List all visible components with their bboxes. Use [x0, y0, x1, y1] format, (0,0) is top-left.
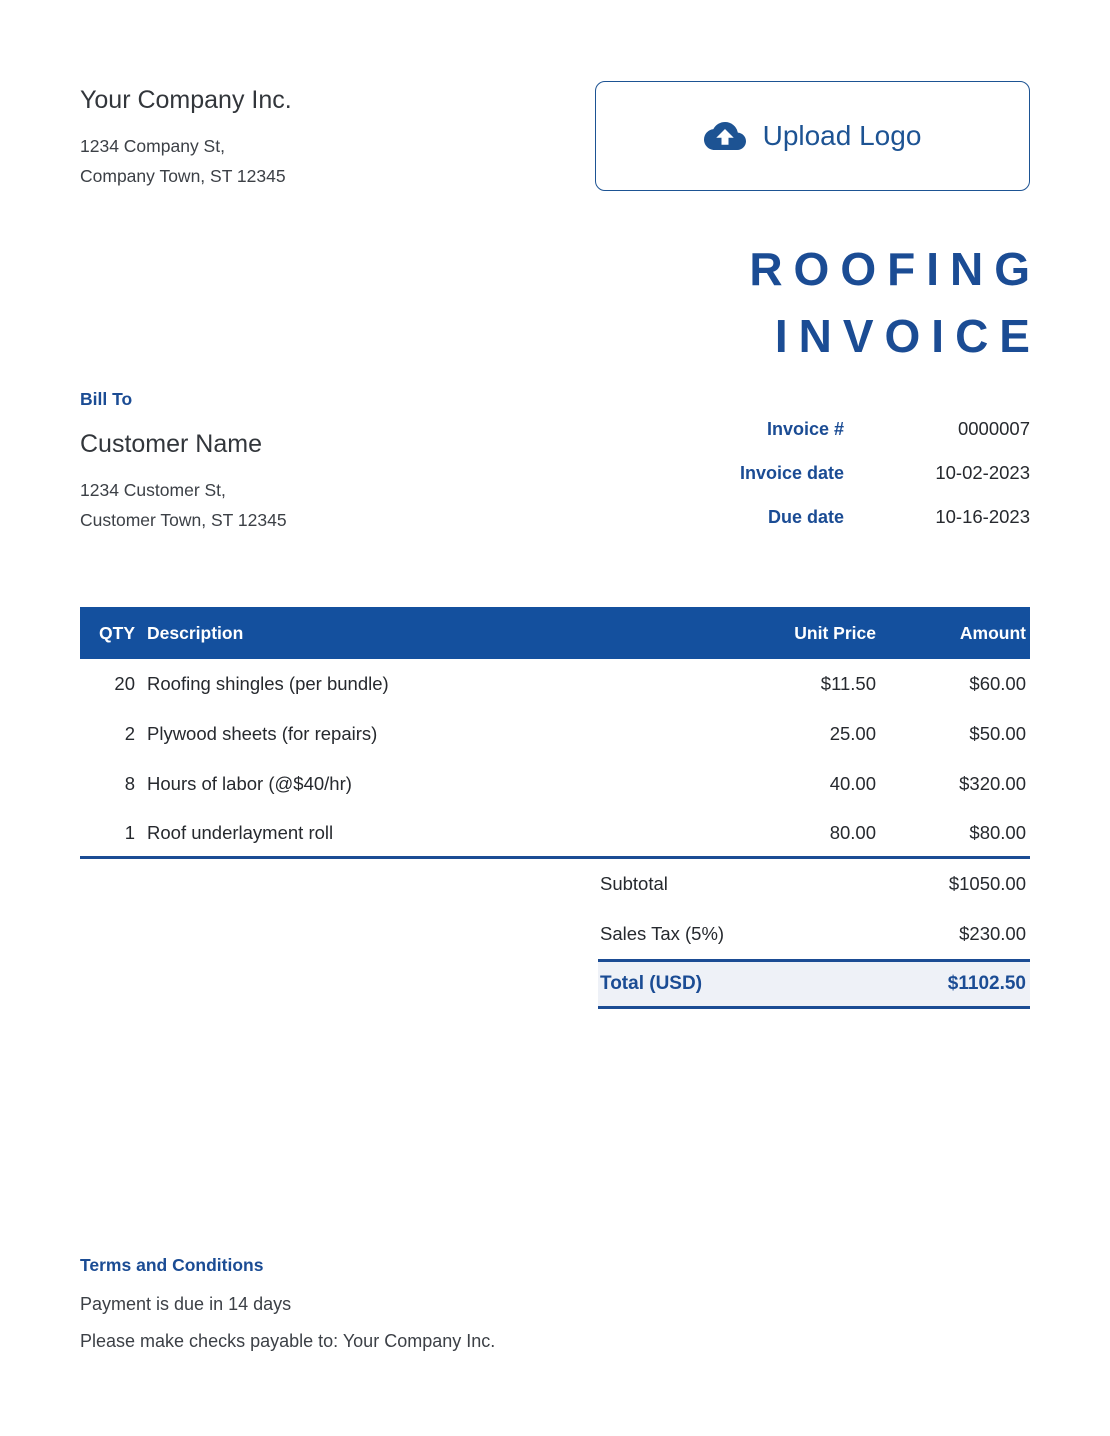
upload-logo-label: Upload Logo — [762, 120, 922, 151]
item-qty: 20 — [114, 673, 135, 694]
item-unit-price: $11.50 — [820, 673, 876, 694]
company-name: Your Company Inc. — [80, 86, 292, 114]
table-row — [80, 659, 1030, 709]
table-row — [80, 809, 1030, 859]
col-header-amount: Amount — [959, 622, 1026, 643]
invoice-date-value: 10-02-2023 — [935, 462, 1030, 483]
item-description: Roofing shingles (per bundle) — [147, 673, 389, 694]
document-title — [749, 236, 1041, 370]
item-amount: $50.00 — [969, 723, 1026, 744]
cloud-upload-icon — [704, 115, 746, 157]
col-header-description: Description — [147, 622, 244, 643]
terms-heading: Terms and Conditions — [80, 1255, 264, 1275]
bill-to-section — [80, 389, 287, 535]
due-date-label: Due date — [767, 507, 844, 527]
totals-section — [598, 859, 1030, 1009]
item-description: Plywood sheets (for repairs) — [147, 723, 378, 744]
item-description: Roof underlayment roll — [147, 821, 334, 843]
customer-name: Customer Name — [80, 430, 262, 458]
invoice-number-label: Invoice # — [766, 419, 844, 439]
company-address-line2: Company Town, ST 12345 — [80, 166, 286, 186]
terms-line1: Payment is due in 14 days — [80, 1294, 292, 1314]
document-title-line1: ROOFING — [749, 243, 1041, 295]
upload-logo-button[interactable] — [595, 81, 1030, 191]
bill-to-heading: Bill To — [80, 389, 133, 409]
subtotal-row — [598, 859, 1030, 909]
item-qty: 2 — [124, 723, 135, 744]
sales-tax-label: Sales Tax (5%) — [600, 923, 725, 944]
customer-address-line1: 1234 Customer St, — [80, 480, 226, 500]
item-amount: $80.00 — [969, 821, 1026, 843]
col-header-qty: QTY — [99, 622, 135, 643]
terms-section — [80, 1255, 495, 1367]
item-description: Hours of labor (@$40/hr) — [147, 773, 352, 794]
item-unit-price: 40.00 — [829, 773, 876, 794]
company-address-line1: 1234 Company St, — [80, 136, 225, 156]
company-info — [80, 86, 292, 191]
sales-tax-value: $230.00 — [959, 923, 1026, 944]
item-qty: 8 — [124, 773, 135, 794]
customer-address-line2: Customer Town, ST 12345 — [80, 510, 287, 530]
document-title-line2: INVOICE — [774, 310, 1041, 362]
total-label: Total (USD) — [600, 973, 703, 994]
items-table — [80, 607, 1030, 859]
item-qty: 1 — [124, 821, 135, 843]
items-table-header — [80, 607, 1030, 659]
invoice-meta — [740, 414, 1030, 532]
total-row — [598, 959, 1030, 1009]
sales-tax-row — [598, 909, 1030, 959]
item-unit-price: 25.00 — [829, 723, 876, 744]
terms-line2: Please make checks payable to: Your Company Inc. — [80, 1331, 496, 1351]
subtotal-value: $1050.00 — [948, 873, 1026, 894]
item-amount: $320.00 — [959, 773, 1026, 794]
col-header-unit-price: Unit Price — [794, 622, 876, 643]
invoice-date-label: Invoice date — [739, 463, 844, 483]
invoice-number-value: 0000007 — [957, 418, 1030, 439]
table-row — [80, 759, 1030, 809]
item-unit-price: 80.00 — [829, 821, 876, 843]
due-date-value: 10-16-2023 — [935, 506, 1030, 527]
item-amount: $60.00 — [969, 673, 1026, 694]
table-row — [80, 709, 1030, 759]
total-value: $1102.50 — [947, 973, 1026, 994]
subtotal-label: Subtotal — [600, 873, 668, 894]
